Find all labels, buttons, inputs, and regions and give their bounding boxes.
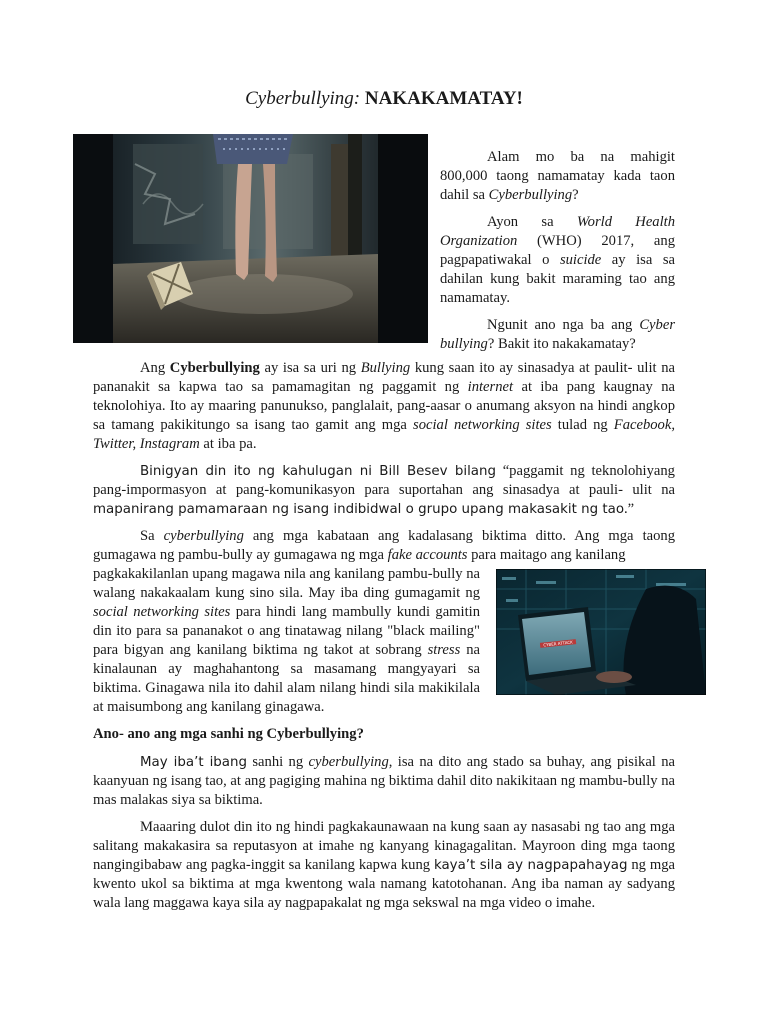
italic-text: Cyberbullying bbox=[488, 187, 573, 203]
causes-paragraph-1: May iba’t ibang sanhi ng cyberbullying, isa na dito ang stado sa buhay, ang pisikal na kaanyuan ng isang tao, at ang pagiging mahina ng biktima dahil dito nakikitaan ng mambu-bully na mas malakas siya sa biktima. bbox=[93, 754, 676, 808]
title-italic: Cyberbullying: bbox=[245, 88, 361, 109]
italic-text: cyberbullying bbox=[163, 528, 244, 544]
screen-text: CYBER ATTACK bbox=[543, 639, 573, 648]
hanging-figure-image bbox=[73, 134, 428, 343]
italic-text: suicide bbox=[559, 252, 602, 268]
sans-text: May iba’t ibang bbox=[140, 755, 247, 770]
page-title bbox=[0, 86, 768, 112]
sans-text: kaya’t sila ay nagpapahayag bbox=[433, 858, 628, 873]
italic-text: cyberbullying bbox=[308, 754, 389, 770]
causes-paragraph-2: Maaaring dulot din ito ng hindi pagkakaunawaan na kung saan ay nasasabi ng tao ang mga salitang makakasira sa reputasyon at imahe ng kanyang kinagagalitan. Mayroon ding mga taong nangingibabaw ang pagka-inggit sa kanilang kapwa kung kaya’t sila ay nagpapahayag ng mga kwento ukol sa biktima at mga kwentong wala namang katotohanan. Ang iba naman ay sadyang wala lang maggawa kaya sila ay nagpapakalat ng mga sekswal na mga video o imahe. bbox=[93, 819, 675, 911]
italic-text: World Health Organization bbox=[440, 214, 676, 249]
body-section-2 bbox=[93, 753, 675, 921]
sans-text: Binigyan din ito ng kahulugan ni Bill Besev bilang bbox=[140, 464, 496, 479]
victims-paragraph-rest: pagkakakilanlan upang magawa nila ang kanilang pambu-bully na walang nakakaalam kung sino sila. May iba ding gumagamit ng social networking sites para hindi lang mambully kundi gamitin din ito para sa pananakot o ang tinatawag nilang "black mailing" para bigyan ang kanilang biktima ng takot at sobrang stress na kinalaunan ay maghahantong sa masamang mangyayari sa biktima. Ginagawa nila ito dahil alam nilang hindi sila makikilala at maisumbong ang kanilang ginagawa. bbox=[93, 566, 481, 715]
sans-text: mapanirang pamamaraan ng isang indibidwal o grupo upang makasakit ng tao bbox=[93, 502, 625, 517]
victims-paragraph-wrap bbox=[93, 565, 480, 717]
italic-text: social networking sites bbox=[413, 417, 552, 433]
italic-text: Facebook, Twitter, Instagram bbox=[93, 417, 675, 452]
italic-text: Cyber bullying bbox=[440, 317, 675, 352]
victims-paragraph-top bbox=[93, 527, 675, 565]
italic-text: internet bbox=[467, 379, 514, 395]
victims-paragraph-first-lines: Sa cyberbullying ang mga kabataan ang kadalasang biktima ditto. Ang mga taong gumagawa ng pambu-bully ay gumagawa ng mga fake accounts para maitago ang kanilang bbox=[93, 528, 675, 563]
intro-paragraph-1: Alam mo ba na mahigit 800,000 taong namamatay kada taon dahil sa Cyberbullying? bbox=[440, 149, 675, 203]
besev-quote-paragraph: Binigyan din ito ng kahulugan ni Bill Besev bilang “paggamit ng teknolohiyang pang-impormasyon at pang-komunikasyon para suportahan ang sinasadya at pauli- ulit na mapanirang pamamaraan ng isang indibidwal o grupo upang makasakit ng tao.” bbox=[93, 463, 675, 517]
intro-column bbox=[440, 148, 675, 362]
body-section-1 bbox=[93, 359, 675, 527]
intro-paragraph-2: Ayon sa World Health Organization (WHO) 2017, ang pagpapatiwakal o suicide ay isa sa dahilan kung bakit maraming tao ang namamatay. bbox=[440, 214, 676, 306]
italic-text: Bullying bbox=[360, 360, 411, 376]
title-bold: NAKAKAMATAY! bbox=[364, 88, 523, 109]
bold-text: Cyberbullying bbox=[169, 360, 260, 376]
italic-text: stress bbox=[427, 642, 461, 658]
hacker-laptop-image bbox=[496, 569, 706, 695]
definition-paragraph: Ang Cyberbullying ay isa sa uri ng Bullying kung saan ito ay sinasadya at paulit- ulit na pananakit sa kapwa tao sa pamamagitan ng paggamit ng internet at iba pang kaugnay na teknolohiya. Ito ay maaring panunukso, panglalait, pang-aasar o anumang aksyon na hindi angkop sa tamang pakikitungo sa isang tao gamit ang mga social networking sites tulad ng Facebook, Twitter, Instagram at iba pa. bbox=[93, 360, 675, 452]
italic-text: social networking sites bbox=[93, 604, 231, 620]
section-heading: Ano- ano ang mga sanhi ng Cyberbullying? bbox=[93, 726, 364, 742]
italic-text: fake accounts bbox=[387, 547, 468, 563]
intro-paragraph-3: Ngunit ano nga ba ang Cyber bullying? Bakit ito nakakamatay? bbox=[440, 317, 675, 352]
